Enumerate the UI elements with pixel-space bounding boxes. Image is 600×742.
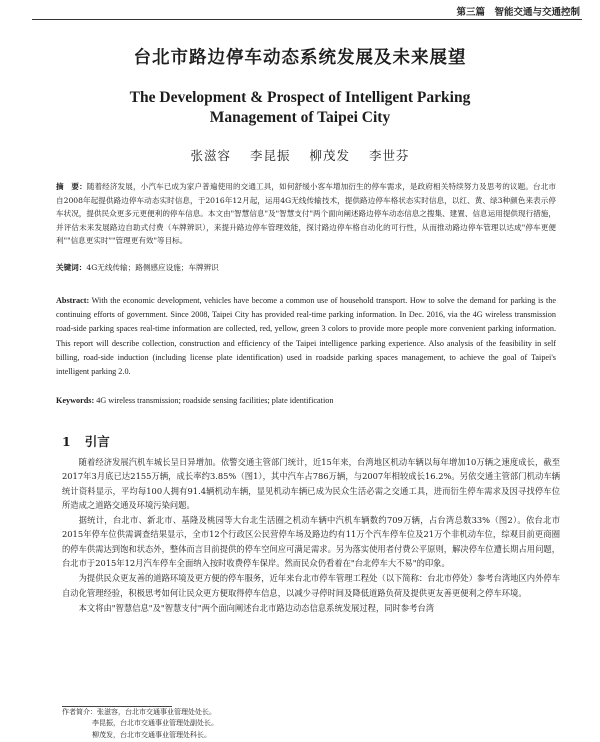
paragraph: 本文将由"智慧信息"及"智慧支付"两个面向阐述台北市路边动态信息系统发展过程，同时参考台湾 (78, 602, 435, 613)
author-list (0, 146, 600, 164)
paragraph: 据统计，台北市、新北市、基隆及桃园等大台北生活圈之机动车辆中汽机车辆数约709万辆，占台湾总数33%（图2）。依台北市2015年停车位供需调查结果显示，全市12个行政区公民营停车场及路边约有11万个汽车停车位及21万个非机动车位，综观目前更商圈的停车供需达到饱和状态外，整体而言目前提供的停车空间应可满足需求。另为落实使用者付费公平原则，解决停车位遭长期占用问题，台北市于2015年12月汽车停车全面纳入按时收费停车保岸。然而民众仍看着在"台北停车大不易"的印象。 (62, 515, 560, 569)
title-chinese: 台北市路边停车动态系统发展及未来展望 (133, 48, 467, 68)
footnotes (62, 707, 560, 741)
title-english (0, 88, 600, 128)
author: 张滋容 (190, 148, 231, 163)
footnote: 李昆振，台北市交通事业管理处副处长。 (92, 719, 218, 728)
abstract-chinese-label: 摘 要： (56, 182, 87, 191)
keywords-english-text: 4G wireless transmission; roadside sensing facilities; plate identification (96, 396, 334, 405)
keywords-chinese-text: 4G无线传输；路侧感应设施；车牌辨识 (86, 263, 219, 272)
section-heading (62, 432, 110, 450)
paragraph: 为提供民众更友善的道路环境及更方便的停车服务，近年来台北市停车管理工程处（以下简称：台北市停处）参考台湾地区内外停车自动化管理经验，积极思考如何让民众更方便取得停车信息，以减少寻停时间及降低道路负荷及提供更友善更便利之停车环境。 (62, 573, 560, 598)
abstract-chinese-text: 随着经济发展，小汽车已成为家户普遍使用的交通工具，如何舒缓小客车增加衍生的停车需求，是政府相关特续努力及思考的议题。台北市自2008年起提供路边停车动态实时信息，于2016年12月起，运用4G无线传输技术，提供路边停车格状态实时信息，以红、黄、绿3种颜色来表示停车状况，提供民众更多元更便利的停车信息。本文由"智慧信息"及"智慧支付"两个面向阐述路边停车动态信息之搜集、建置、信息运用提供现行措施，并评估未来发展路边自助式付费（车牌辨识），来提升路边停车管理效能，探讨路边停车格自动化的可行性，从而推动路边停车管理以达成"停车更便利""信息更实时""管理更有效"等目标。 (56, 182, 556, 246)
title-english-line-1: The Development & Prospect of Intelligent Parking (129, 89, 471, 106)
author: 李世芬 (368, 148, 410, 163)
header-rule (32, 19, 582, 20)
section-number: 1 (62, 434, 71, 449)
footnote: 作者简介：张滋容，台北市交通事业管理处处长。 (62, 708, 216, 716)
abstract-chinese (56, 180, 556, 248)
abstract-english (56, 294, 556, 379)
abstract-english-text: With the economic development, vehicles have become a common use of household transport. How to solve the demand for parking is the continuing efforts of government. Since 2008, Taipei City has provided real-time parking information. In Dec. 2016, via the 4G wireless transmission road-side parking spaces real-time information are collected, red, yellow, green 3 colors to provide more people more convenient parking information. This report will describe collection, construction and efficiency of the Taipei intelligence parking experience. Also analysis of the feasibility in self billing, road-side induction (including license plate identification) used in roadside parking spaces management, to achieve the goal of Taipei's intelligent parking 2.0. (56, 296, 556, 377)
abstract-english-label: Abstract: (56, 296, 90, 305)
section-title: 引言 (84, 434, 110, 449)
paragraph: 随着经济发展汽机车城长呈日异增加。依警交通主管部门统计，近15年来，台湾地区机动车辆以每年增加10万辆之速度成长，截至2017年3月底已达2155万辆，成长率约3.85%（图1），其中汽车占786万辆，与2007年相较成长16.2%。另依交通主管部门机动车辆统计资料显示，平均每100人拥有91.4辆机动车辆，显见机动车辆已成为民众生活必需之交通工具，进而衍生停车需求及因寻找停车位所造成之道路交通及环境污染问题。 (62, 457, 560, 510)
author: 柳茂发 (309, 148, 350, 163)
title-english-line-2: Management of Taipei City (209, 109, 391, 126)
body-text (62, 455, 560, 616)
running-header: 第三篇 智能交通与交通控制 (456, 7, 580, 18)
keywords-chinese (56, 262, 556, 273)
keywords-english (56, 396, 556, 405)
author: 李昆振 (249, 148, 291, 163)
keywords-english-label: Keywords: (56, 396, 95, 405)
footnote: 柳茂发，台北市交通事业管理处科长。 (92, 730, 211, 739)
keywords-chinese-label: 关键词： (56, 263, 87, 272)
